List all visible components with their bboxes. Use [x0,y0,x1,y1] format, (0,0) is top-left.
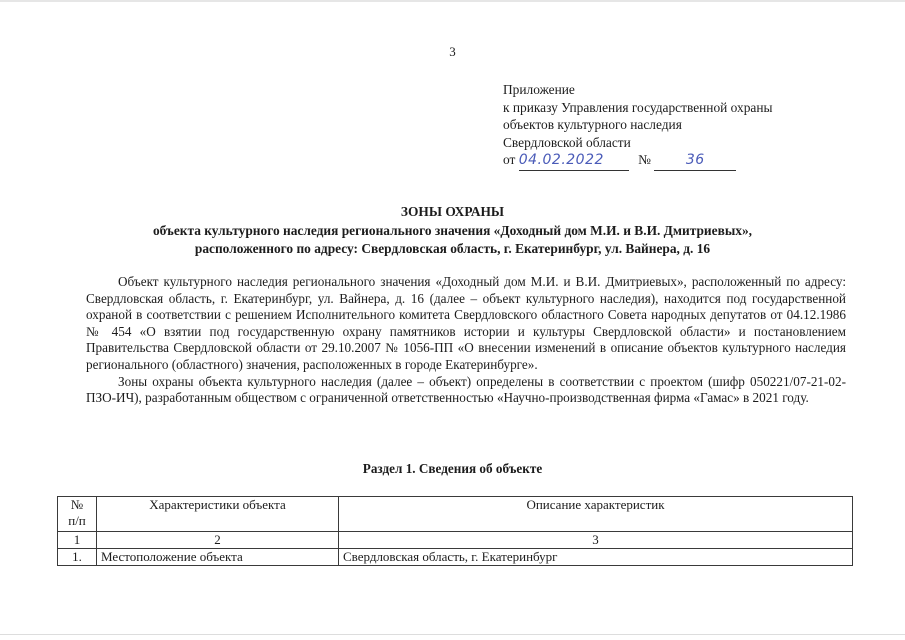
appendix-line: объектов культурного наследия [503,117,682,133]
header-cell-description: Описание характеристик [339,497,853,532]
appendix-line: Свердловской области [503,134,631,150]
title-line: объекта культурного наследия регионального значения «Доходный дом М.И. и В.И. Дмитриевых», [152,222,753,238]
header-cell-number: № п/п [58,497,97,532]
appendix-line: к приказу Управления государственной охраны [503,99,773,115]
handwritten-number: 36 [685,152,705,169]
date-prefix: от [503,152,516,168]
row-description-cell: Свердловская область, г. Екатеринбург [339,549,853,566]
title-line: расположенного по адресу: Свердловская область, г. Екатеринбург, ул. Вайнера, д. 16 [194,241,711,256]
title-heading: ЗОНЫ ОХРАНЫ [400,204,505,219]
appendix-line: Приложение [503,82,575,97]
numbering-cell: 2 [97,532,339,549]
header-cell-characteristic: Характеристики объекта [97,497,339,532]
document-title [0,203,905,259]
body-text [86,274,846,407]
appendix-block [503,81,773,171]
table-numbering-row [58,532,853,549]
paragraph: Зоны охраны объекта культурного наследия (далее – объект) определены в соответствии с проектом (шифр 050221/07-21-02-ПЗО-ИЧ), разработанным обществом с ограниченной ответственностью «Научно-производственная фирма «Гамас» в 2021 году. [86,373,846,406]
number-prefix: № [638,152,651,168]
date-field [519,151,629,171]
scan-edge-bottom [0,634,905,635]
appendix-date-line [503,151,773,171]
numbering-cell: 1 [58,532,97,549]
page-number: 3 [449,44,456,59]
paragraph: Объект культурного наследия регионального значения «Доходный дом М.И. и В.И. Дмитриевых», расположенный по адресу: Свердловская область, г. Екатеринбург, ул. Вайнера, д. 16 (далее – объект культурного наследия), находится под государственной охраной в соответствии с решением Исполнительного комитета Свердловского областного Совета народных депутатов от 04.12.1986 № 454 «О взятии под государственную охрану памятников истории и культуры Свердловской области» и постановлением Правительства Свердловской области от 29.10.2007 № 1056-ПП «О внесении изменений в описание объектов культурного наследия регионального (областного) значения, расположенных в городе Екатеринбурге». [86,274,846,372]
numbering-cell: 3 [339,532,853,549]
section-title: Раздел 1. Сведения об объекте [362,461,543,476]
object-info-table [57,496,853,566]
number-field [654,151,736,171]
table-header-row [58,497,853,532]
row-characteristic-cell: Местоположение объекта [97,549,339,566]
handwritten-date: 04.02.2022 [518,152,604,169]
row-number-cell: 1. [58,549,97,566]
scan-edge-top [0,0,905,2]
table-row [58,549,853,566]
